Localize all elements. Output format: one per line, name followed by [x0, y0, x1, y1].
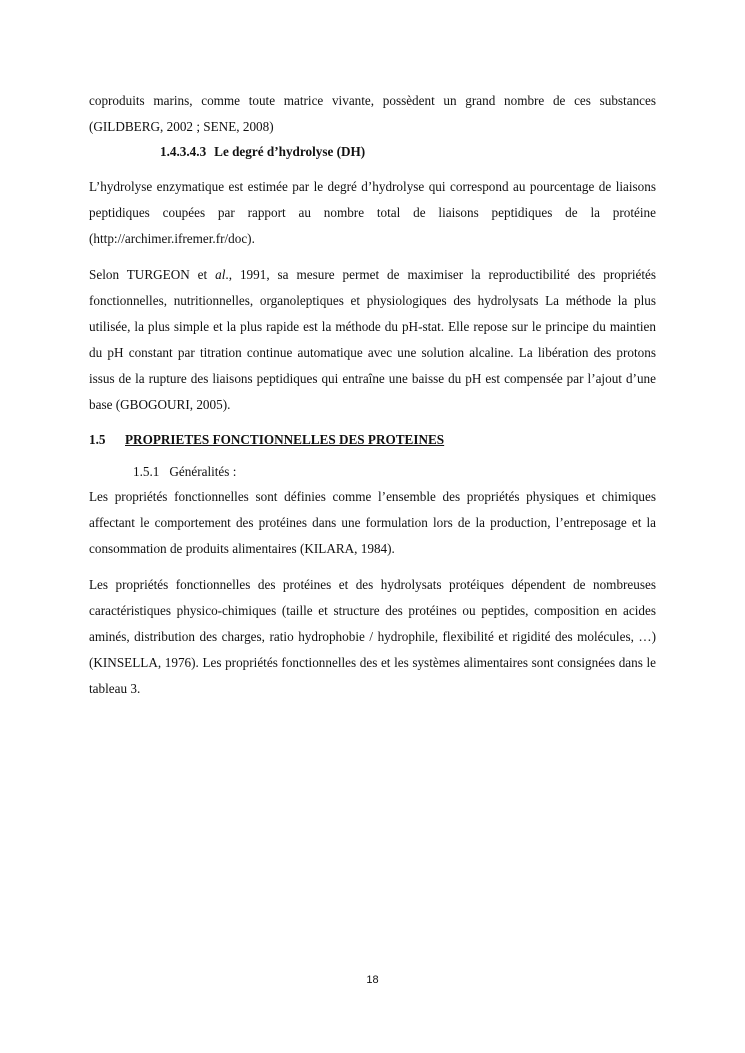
paragraph-coproduits: coproduits marins, comme toute matrice vivante, possèdent un grand nombre de ces substances (GILDBERG, 2002 ; SENE, 2008)	[89, 93, 656, 134]
page-number: 18	[366, 974, 379, 986]
subsection-title: Le degré d’hydrolyse (DH)	[214, 144, 366, 159]
paragraph-caracteristiques: Les propriétés fonctionnelles des protéines et des hydrolysats protéiques dépendent de nombreuses caractéristiques physico-chimiques (taille et structure des protéines ou peptides, composition en acides aminés, distribution des charges, ratio hydrophobie / hydrophile, flexibilité et rigidité des molécules, …) (KINSELLA, 1976). Les propriétés fonctionnelles des et les systèmes alimentaires sont consignées dans le tableau 3.	[89, 577, 656, 696]
section-number: 1.5	[89, 432, 106, 447]
paragraph-hydrolyse-enzymatique: L’hydrolyse enzymatique est estimée par le degré d’hydrolyse qui correspond au pourcentage de liaisons peptidiques coupées par rapport au nombre total de liaisons peptidiques de la protéine (http://archimer.ifremer.fr/doc).	[89, 179, 656, 246]
subsection-heading-degre-hydrolyse	[89, 140, 656, 164]
subsection-number: 1.4.3.4.3	[160, 144, 207, 159]
subsection-heading-generalites	[89, 460, 656, 484]
subsection-title: Généralités :	[169, 464, 237, 479]
section-heading-proprietes	[89, 428, 656, 452]
italic-al: al	[215, 267, 226, 282]
page-body	[89, 88, 656, 702]
section-title: PROPRIETES FONCTIONNELLES DES PROTEINES	[125, 432, 445, 447]
subsection-number: 1.5.1	[133, 464, 160, 479]
text-fragment: Selon TURGEON et	[89, 267, 216, 282]
paragraph-turgeon	[89, 262, 656, 418]
text-fragment: ., 1991, sa mesure permet de maximiser la reproductibilité des propriétés fonctionnelles, nutritionnelles, organoleptiques et physiologiques des hydrolysats La méthode la plus utilisée, la plus simple et la plus rapide est la méthode du pH-stat. Elle repose sur le principe du maintien du pH constant par titration continue automatique avec une solution alcaline. La libération des protons issus de la rupture des liaisons peptidiques qui entraîne une baisse du pH est compensée par l’ajout d’une base (GBOGOURI, 2005).	[89, 267, 656, 412]
paragraph-definition: Les propriétés fonctionnelles sont définies comme l’ensemble des propriétés physiques et chimiques affectant le comportement des protéines dans une formulation lors de la production, l’entreposage et la consommation de produits alimentaires (KILARA, 1984).	[89, 489, 656, 556]
